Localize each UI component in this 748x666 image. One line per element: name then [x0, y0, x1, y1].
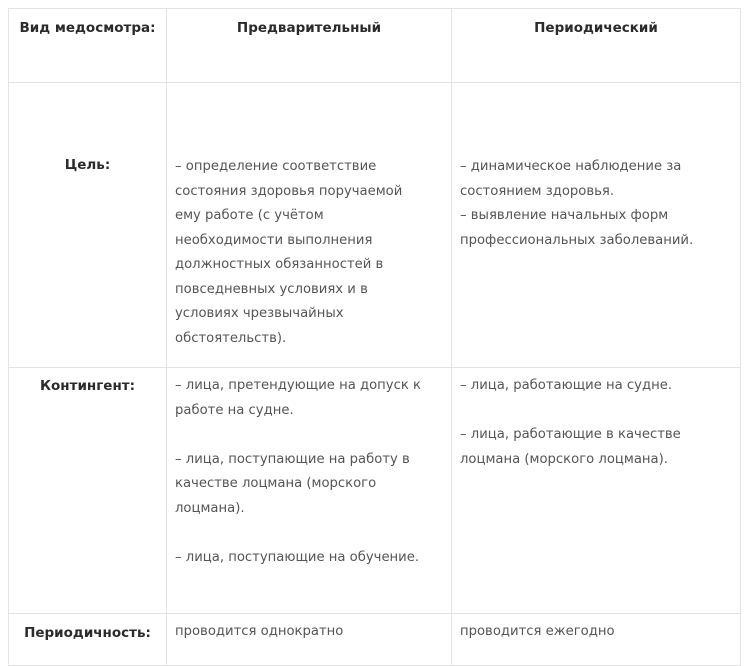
text-line: лоцмана (морского лоцмана). — [460, 451, 668, 467]
text-line: должностных обязанностей в — [175, 257, 384, 272]
text-line: – лица, претендующие на допуск к — [175, 378, 421, 393]
header-preliminary: Предварительный — [167, 9, 452, 83]
table-row-periodicity — [9, 614, 741, 666]
header-exam-type: Вид медосмотра: — [9, 9, 167, 83]
text-line: повседневных условиях и в — [175, 281, 368, 297]
table-row-goal — [9, 83, 741, 368]
contingent-periodic-cell — [452, 368, 741, 614]
text-line: – выявление начальных форм — [460, 208, 669, 223]
row-label-goal: Цель: — [9, 83, 167, 368]
medical-exam-table-container — [8, 8, 741, 666]
text-line: проводится однократно — [175, 624, 344, 639]
text-line: – лица, поступающие на работу в — [175, 451, 410, 467]
goal-periodic-cell — [452, 83, 741, 368]
periodicity-periodic-cell — [452, 614, 741, 666]
text-line: – определение соответствие — [175, 159, 377, 174]
text-line: проводится ежегодно — [460, 624, 615, 639]
text-line: необходимости выполнения — [175, 232, 373, 248]
text-line: – динамическое наблюдение за — [460, 159, 682, 174]
spacer — [175, 521, 441, 546]
text-line: работе на судне. — [175, 402, 294, 418]
text-line: – лица, поступающие на обучение. — [175, 549, 420, 565]
medical-exam-table — [8, 8, 741, 666]
spacer — [175, 423, 441, 448]
text-line: лоцмана). — [175, 500, 245, 516]
text-line: качестве лоцмана (морского — [175, 476, 377, 491]
contingent-preliminary-cell — [167, 368, 452, 614]
row-label-periodicity: Периодичность: — [9, 614, 167, 666]
text-line: условиях чрезвычайных — [175, 306, 344, 321]
periodicity-preliminary-cell — [167, 614, 452, 666]
table-row-contingent — [9, 368, 741, 614]
header-periodic: Периодический — [452, 9, 741, 83]
text-line: обстоятельств). — [175, 330, 287, 346]
goal-preliminary-cell — [167, 83, 452, 368]
row-label-contingent: Контингент: — [9, 368, 167, 614]
text-line: ему работе (с учётом — [175, 208, 324, 223]
text-line: – лица, работающие на судне. — [460, 378, 673, 393]
text-line: профессиональных заболеваний. — [460, 232, 694, 248]
table-header-row — [9, 9, 741, 83]
text-line: состоянием здоровья. — [460, 183, 615, 199]
spacer — [460, 399, 730, 424]
text-line: – лица, работающие в качестве — [460, 427, 681, 442]
text-line: состояния здоровья поручаемой — [175, 183, 403, 199]
